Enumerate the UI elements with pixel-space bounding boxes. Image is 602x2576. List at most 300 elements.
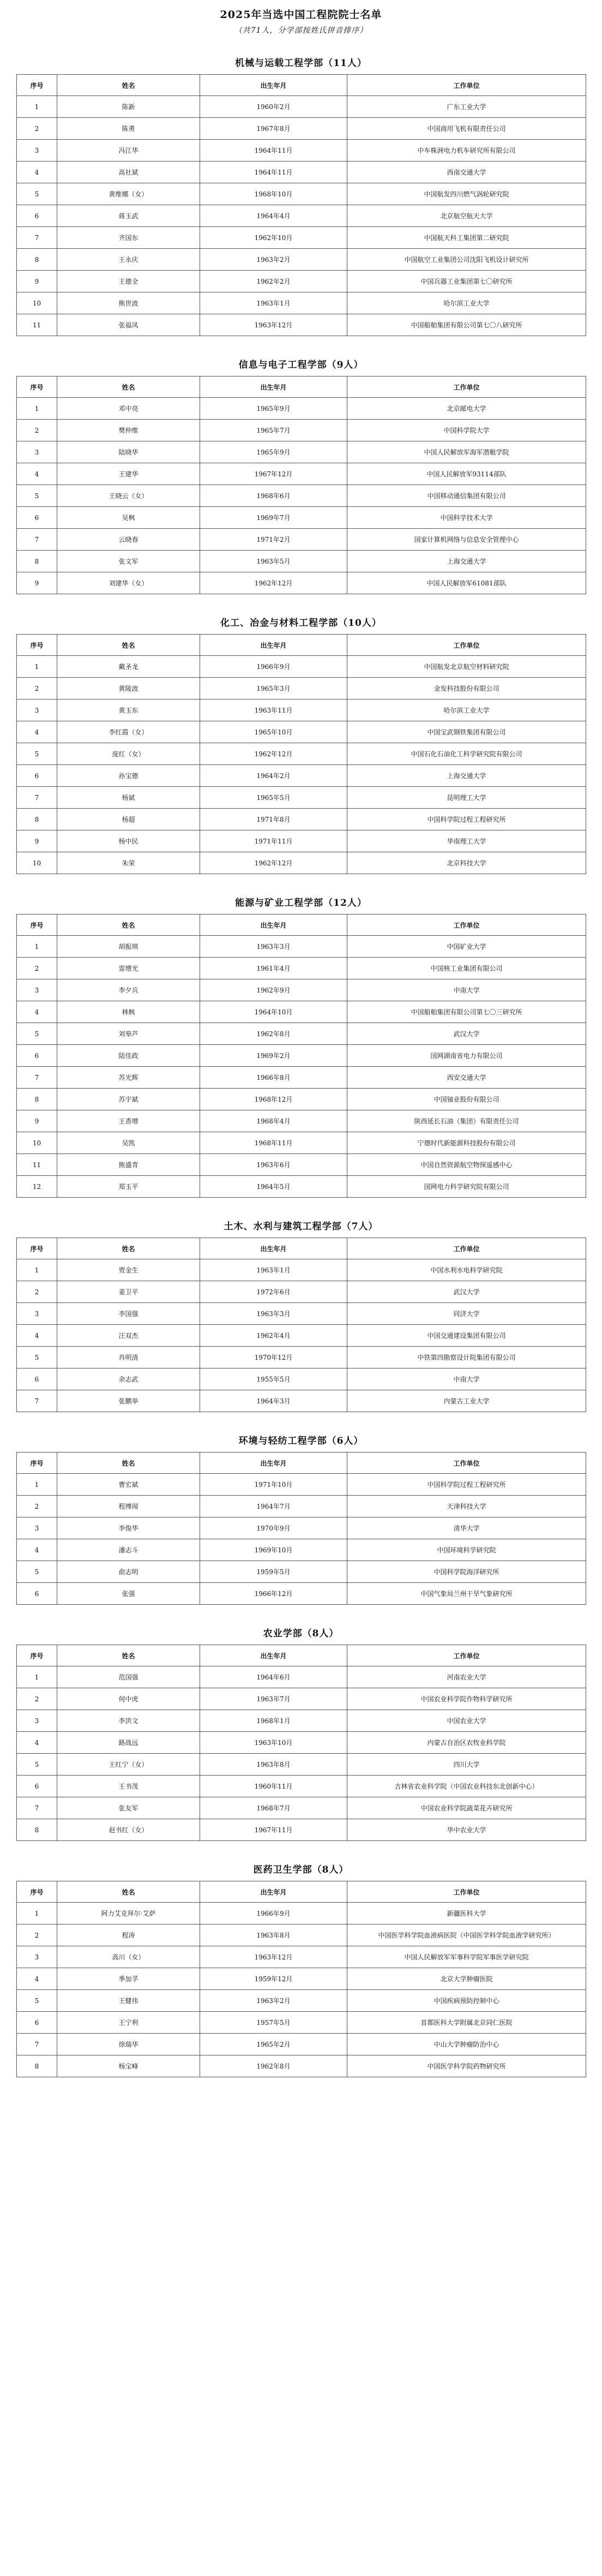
cell-birth: 1963年3月 bbox=[200, 1303, 347, 1325]
cell-index: 12 bbox=[17, 1176, 57, 1198]
cell-name: 张福凤 bbox=[57, 314, 200, 336]
cell-employer: 中国航发四川燃气涡轮研究院 bbox=[347, 183, 586, 205]
cell-name: 陈新 bbox=[57, 96, 200, 118]
cell-employer: 中国环境科学研究院 bbox=[347, 1539, 586, 1561]
cell-name: 李国强 bbox=[57, 1303, 200, 1325]
table-row bbox=[17, 2055, 586, 2077]
cell-birth: 1963年7月 bbox=[200, 1688, 347, 1710]
cell-birth: 1963年10月 bbox=[200, 1732, 347, 1754]
header-index: 序号 bbox=[17, 1645, 57, 1666]
cell-name: 陆佳政 bbox=[57, 1045, 200, 1067]
cell-index: 1 bbox=[17, 1259, 57, 1281]
cell-employer: 中国铀业股份有限公司 bbox=[347, 1089, 586, 1110]
header-birth: 出生年月 bbox=[200, 635, 347, 656]
cell-employer: 中国科学院大学 bbox=[347, 420, 586, 441]
table-row bbox=[17, 809, 586, 830]
table-row bbox=[17, 1281, 586, 1303]
cell-birth: 1962年12月 bbox=[200, 572, 347, 594]
cell-index: 7 bbox=[17, 2034, 57, 2055]
cell-employer: 中国船舶集团有限公司第七〇三研究所 bbox=[347, 1001, 586, 1023]
table-row bbox=[17, 1517, 586, 1539]
cell-employer: 中国人民解放军93114部队 bbox=[347, 463, 586, 485]
table-row bbox=[17, 1666, 586, 1688]
table-row bbox=[17, 830, 586, 852]
table-row bbox=[17, 1390, 586, 1412]
section bbox=[16, 55, 586, 336]
cell-employer: 中铁第四勘察设计院集团有限公司 bbox=[347, 1347, 586, 1368]
cell-index: 9 bbox=[17, 1110, 57, 1132]
cell-index: 5 bbox=[17, 1023, 57, 1045]
cell-index: 3 bbox=[17, 1517, 57, 1539]
section bbox=[16, 1625, 586, 1841]
table-row bbox=[17, 183, 586, 205]
cell-index: 11 bbox=[17, 314, 57, 336]
roster-table bbox=[16, 1881, 586, 2077]
cell-employer: 中车株洲电力机车研究所有限公司 bbox=[347, 140, 586, 162]
cell-name: 赵书红（女） bbox=[57, 1819, 200, 1841]
cell-birth: 1968年6月 bbox=[200, 485, 347, 507]
cell-employer: 中山大学肿瘤防治中心 bbox=[347, 2034, 586, 2055]
cell-employer: 中国气象局兰州干旱气象研究所 bbox=[347, 1583, 586, 1605]
cell-employer: 内蒙古自治区农牧业科学院 bbox=[347, 1732, 586, 1754]
cell-name: 庞红（女） bbox=[57, 743, 200, 765]
cell-index: 5 bbox=[17, 1561, 57, 1583]
cell-name: 刘皋芦 bbox=[57, 1023, 200, 1045]
cell-name: 王晓云（女） bbox=[57, 485, 200, 507]
table-row bbox=[17, 507, 586, 529]
cell-employer: 中国科学技术大学 bbox=[347, 507, 586, 529]
table-header-row bbox=[17, 635, 586, 656]
cell-employer: 宁德时代新能源科技股份有限公司 bbox=[347, 1132, 586, 1154]
cell-employer: 清华大学 bbox=[347, 1517, 586, 1539]
cell-employer: 天津科技大学 bbox=[347, 1496, 586, 1517]
cell-birth: 1965年2月 bbox=[200, 2034, 347, 2055]
cell-birth: 1965年9月 bbox=[200, 441, 347, 463]
table-header-row bbox=[17, 1238, 586, 1259]
cell-employer: 中国移动通信集团有限公司 bbox=[347, 485, 586, 507]
cell-employer: 中国科学院海洋研究所 bbox=[347, 1561, 586, 1583]
cell-employer: 中国医学科学院药物研究所 bbox=[347, 2055, 586, 2077]
cell-index: 3 bbox=[17, 1710, 57, 1732]
header-birth: 出生年月 bbox=[200, 1881, 347, 1903]
cell-name: 王红宁（女） bbox=[57, 1754, 200, 1776]
table-row bbox=[17, 1968, 586, 1990]
cell-index: 2 bbox=[17, 420, 57, 441]
cell-employer: 中国石化石油化工科学研究院有限公司 bbox=[347, 743, 586, 765]
cell-index: 1 bbox=[17, 656, 57, 678]
cell-employer: 西南交通大学 bbox=[347, 162, 586, 183]
section-title: 能源与矿业工程学部（12人） bbox=[235, 898, 367, 909]
cell-employer: 哈尔滨工业大学 bbox=[347, 292, 586, 314]
cell-birth: 1959年12月 bbox=[200, 1968, 347, 1990]
header-name: 姓名 bbox=[57, 75, 200, 96]
cell-name: 曹宏斌 bbox=[57, 1474, 200, 1496]
table-row bbox=[17, 463, 586, 485]
cell-index: 1 bbox=[17, 96, 57, 118]
section-title: 机械与运载工程学部（11人） bbox=[235, 58, 367, 69]
cell-birth: 1964年10月 bbox=[200, 1001, 347, 1023]
table-row bbox=[17, 398, 586, 420]
header-name: 姓名 bbox=[57, 1238, 200, 1259]
table-row bbox=[17, 441, 586, 463]
cell-name: 杨宝峰 bbox=[57, 2055, 200, 2077]
table-row bbox=[17, 656, 586, 678]
cell-birth: 1969年7月 bbox=[200, 507, 347, 529]
table-row bbox=[17, 420, 586, 441]
header-employer: 工作单位 bbox=[347, 915, 586, 936]
header-index: 序号 bbox=[17, 1881, 57, 1903]
cell-employer: 西安交通大学 bbox=[347, 1067, 586, 1089]
header-employer: 工作单位 bbox=[347, 1645, 586, 1666]
cell-name: 李红霞（女） bbox=[57, 721, 200, 743]
header-index: 序号 bbox=[17, 376, 57, 398]
roster-table bbox=[16, 914, 586, 1198]
cell-name: 何中虎 bbox=[57, 1688, 200, 1710]
cell-birth: 1963年12月 bbox=[200, 314, 347, 336]
cell-name: 程博闻 bbox=[57, 1496, 200, 1517]
table-row bbox=[17, 1797, 586, 1819]
cell-employer: 华中农业大学 bbox=[347, 1819, 586, 1841]
cell-name: 路战远 bbox=[57, 1732, 200, 1754]
table-row bbox=[17, 551, 586, 572]
cell-birth: 1955年5月 bbox=[200, 1368, 347, 1390]
cell-birth: 1964年5月 bbox=[200, 1176, 347, 1198]
header-birth: 出生年月 bbox=[200, 75, 347, 96]
cell-birth: 1968年7月 bbox=[200, 1797, 347, 1819]
table-row bbox=[17, 1688, 586, 1710]
cell-employer: 上海交通大学 bbox=[347, 551, 586, 572]
cell-employer: 中国科学院过程工程研究所 bbox=[347, 1474, 586, 1496]
cell-index: 8 bbox=[17, 249, 57, 271]
section-title: 环境与轻纺工程学部（6人） bbox=[238, 1436, 364, 1447]
table-row bbox=[17, 205, 586, 227]
cell-employer: 中国交通建设集团有限公司 bbox=[347, 1325, 586, 1347]
table-row bbox=[17, 227, 586, 249]
table-row bbox=[17, 743, 586, 765]
cell-name: 齐国东 bbox=[57, 227, 200, 249]
cell-birth: 1964年3月 bbox=[200, 1390, 347, 1412]
table-row bbox=[17, 572, 586, 594]
cell-index: 5 bbox=[17, 1990, 57, 2012]
table-row bbox=[17, 1154, 586, 1176]
cell-index: 4 bbox=[17, 162, 57, 183]
cell-employer: 国家计算机网络与信息安全管理中心 bbox=[347, 529, 586, 551]
table-row bbox=[17, 1023, 586, 1045]
table-row bbox=[17, 1819, 586, 1841]
cell-birth: 1962年8月 bbox=[200, 1023, 347, 1045]
cell-index: 2 bbox=[17, 1281, 57, 1303]
cell-birth: 1967年11月 bbox=[200, 1819, 347, 1841]
cell-employer: 广东工业大学 bbox=[347, 96, 586, 118]
cell-name: 余志武 bbox=[57, 1368, 200, 1390]
cell-index: 7 bbox=[17, 787, 57, 809]
cell-name: 王永庆 bbox=[57, 249, 200, 271]
cell-index: 4 bbox=[17, 1001, 57, 1023]
cell-name: 云晓春 bbox=[57, 529, 200, 551]
table-row bbox=[17, 1903, 586, 1924]
table-header-row bbox=[17, 1453, 586, 1474]
cell-name: 潘志斗 bbox=[57, 1539, 200, 1561]
table-header-row bbox=[17, 75, 586, 96]
cell-birth: 1963年5月 bbox=[200, 551, 347, 572]
cell-employer: 中国医学科学院血液病医院（中国医学科学院血液学研究所） bbox=[347, 1924, 586, 1946]
cell-employer: 中国船舶集团有限公司第七〇八研究所 bbox=[347, 314, 586, 336]
document-title: 2025年当选中国工程院院士名单 bbox=[220, 9, 382, 21]
roster-table bbox=[16, 1645, 586, 1841]
cell-index: 6 bbox=[17, 205, 57, 227]
header-index: 序号 bbox=[17, 1453, 57, 1474]
header-birth: 出生年月 bbox=[200, 1238, 347, 1259]
cell-birth: 1966年12月 bbox=[200, 1583, 347, 1605]
table-row bbox=[17, 1539, 586, 1561]
cell-employer: 中国疾病预防控制中心 bbox=[347, 1990, 586, 2012]
cell-index: 2 bbox=[17, 1496, 57, 1517]
cell-employer: 四川大学 bbox=[347, 1754, 586, 1776]
section-title: 医药卫生学部（8人） bbox=[253, 1864, 349, 1875]
table-row bbox=[17, 1496, 586, 1517]
header-employer: 工作单位 bbox=[347, 75, 586, 96]
cell-birth: 1965年5月 bbox=[200, 787, 347, 809]
table-row bbox=[17, 958, 586, 979]
cell-name: 冯江华 bbox=[57, 140, 200, 162]
cell-birth: 1962年12月 bbox=[200, 743, 347, 765]
cell-name: 高川（女） bbox=[57, 1946, 200, 1968]
cell-index: 7 bbox=[17, 1067, 57, 1089]
cell-employer: 同济大学 bbox=[347, 1303, 586, 1325]
cell-name: 王书茂 bbox=[57, 1776, 200, 1797]
table-row bbox=[17, 1474, 586, 1496]
cell-name: 郑玉平 bbox=[57, 1176, 200, 1198]
cell-employer: 北京航空航天大学 bbox=[347, 205, 586, 227]
header-birth: 出生年月 bbox=[200, 376, 347, 398]
cell-employer: 新疆医科大学 bbox=[347, 1903, 586, 1924]
header-name: 姓名 bbox=[57, 1645, 200, 1666]
table-row bbox=[17, 721, 586, 743]
cell-employer: 中国农业科学院作物科学研究所 bbox=[347, 1688, 586, 1710]
table-row bbox=[17, 1924, 586, 1946]
cell-name: 范国强 bbox=[57, 1666, 200, 1688]
cell-employer: 中国人民解放军军事科学院军事医学研究院 bbox=[347, 1946, 586, 1968]
cell-name: 王健伟 bbox=[57, 1990, 200, 2012]
cell-name: 熊世波 bbox=[57, 292, 200, 314]
header-name: 姓名 bbox=[57, 1881, 200, 1903]
cell-birth: 1968年1月 bbox=[200, 1710, 347, 1732]
cell-name: 王香增 bbox=[57, 1110, 200, 1132]
cell-index: 5 bbox=[17, 1347, 57, 1368]
table-row bbox=[17, 1754, 586, 1776]
cell-birth: 1963年6月 bbox=[200, 1154, 347, 1176]
cell-birth: 1969年10月 bbox=[200, 1539, 347, 1561]
cell-index: 1 bbox=[17, 1903, 57, 1924]
table-row bbox=[17, 249, 586, 271]
cell-index: 10 bbox=[17, 292, 57, 314]
cell-index: 9 bbox=[17, 271, 57, 292]
roster-table bbox=[16, 1452, 586, 1605]
cell-index: 4 bbox=[17, 721, 57, 743]
cell-index: 3 bbox=[17, 979, 57, 1001]
table-row bbox=[17, 1990, 586, 2012]
cell-index: 2 bbox=[17, 1688, 57, 1710]
table-row bbox=[17, 1325, 586, 1347]
cell-birth: 1962年4月 bbox=[200, 1325, 347, 1347]
cell-name: 吴枫 bbox=[57, 507, 200, 529]
cell-name: 李俊华 bbox=[57, 1517, 200, 1539]
header-birth: 出生年月 bbox=[200, 915, 347, 936]
cell-birth: 1964年11月 bbox=[200, 140, 347, 162]
cell-name: 李洪文 bbox=[57, 1710, 200, 1732]
cell-index: 5 bbox=[17, 485, 57, 507]
cell-birth: 1963年1月 bbox=[200, 1259, 347, 1281]
cell-name: 姜卫平 bbox=[57, 1281, 200, 1303]
cell-birth: 1968年12月 bbox=[200, 1089, 347, 1110]
cell-birth: 1965年9月 bbox=[200, 398, 347, 420]
cell-birth: 1962年2月 bbox=[200, 271, 347, 292]
cell-employer: 金发科技股份有限公司 bbox=[347, 678, 586, 700]
cell-name: 张强 bbox=[57, 1583, 200, 1605]
cell-name: 俞志明 bbox=[57, 1561, 200, 1583]
table-row bbox=[17, 1946, 586, 1968]
cell-employer: 陕西延长石油（集团）有限责任公司 bbox=[347, 1110, 586, 1132]
table-header-row bbox=[17, 1881, 586, 1903]
cell-employer: 中国自然资源航空物探遥感中心 bbox=[347, 1154, 586, 1176]
cell-employer: 中国兵器工业集团第七〇研究所 bbox=[347, 271, 586, 292]
header-index: 序号 bbox=[17, 1238, 57, 1259]
cell-employer: 中南大学 bbox=[347, 1368, 586, 1390]
cell-employer: 中国商用飞机有限责任公司 bbox=[347, 118, 586, 140]
table-row bbox=[17, 1110, 586, 1132]
table-row bbox=[17, 1001, 586, 1023]
cell-index: 3 bbox=[17, 700, 57, 721]
cell-index: 2 bbox=[17, 118, 57, 140]
cell-employer: 昆明理工大学 bbox=[347, 787, 586, 809]
table-row bbox=[17, 292, 586, 314]
cell-name: 黄陵波 bbox=[57, 678, 200, 700]
cell-name: 王建华 bbox=[57, 463, 200, 485]
cell-birth: 1969年2月 bbox=[200, 1045, 347, 1067]
cell-birth: 1966年9月 bbox=[200, 1903, 347, 1924]
cell-name: 戴圣龙 bbox=[57, 656, 200, 678]
cell-index: 3 bbox=[17, 1946, 57, 1968]
cell-name: 季加孚 bbox=[57, 1968, 200, 1990]
section-title: 信息与电子工程学部（9人） bbox=[238, 360, 364, 370]
cell-index: 3 bbox=[17, 140, 57, 162]
cell-index: 4 bbox=[17, 1968, 57, 1990]
cell-birth: 1963年1月 bbox=[200, 292, 347, 314]
cell-birth: 1961年4月 bbox=[200, 958, 347, 979]
roster-table bbox=[16, 634, 586, 874]
cell-name: 黄维娜（女） bbox=[57, 183, 200, 205]
cell-name: 张友军 bbox=[57, 1797, 200, 1819]
cell-index: 9 bbox=[17, 572, 57, 594]
cell-employer: 上海交通大学 bbox=[347, 765, 586, 787]
header-birth: 出生年月 bbox=[200, 1645, 347, 1666]
cell-name: 陈勇 bbox=[57, 118, 200, 140]
cell-birth: 1965年10月 bbox=[200, 721, 347, 743]
cell-name: 张文军 bbox=[57, 551, 200, 572]
header-employer: 工作单位 bbox=[347, 1453, 586, 1474]
cell-employer: 中国科学院过程工程研究所 bbox=[347, 809, 586, 830]
cell-employer: 华南理工大学 bbox=[347, 830, 586, 852]
cell-index: 11 bbox=[17, 1154, 57, 1176]
cell-birth: 1963年12月 bbox=[200, 1946, 347, 1968]
cell-index: 10 bbox=[17, 852, 57, 874]
cell-index: 7 bbox=[17, 1390, 57, 1412]
cell-employer: 吉林省农业科学院（中国农业科技东北创新中心） bbox=[347, 1776, 586, 1797]
cell-name: 蒋玉武 bbox=[57, 205, 200, 227]
cell-index: 6 bbox=[17, 1368, 57, 1390]
section-title: 农业学部（8人） bbox=[263, 1628, 339, 1639]
table-row bbox=[17, 1089, 586, 1110]
table-row bbox=[17, 1732, 586, 1754]
cell-birth: 1965年3月 bbox=[200, 678, 347, 700]
roster-table bbox=[16, 74, 586, 336]
cell-index: 8 bbox=[17, 551, 57, 572]
cell-birth: 1962年9月 bbox=[200, 979, 347, 1001]
cell-employer: 中国人民解放军海军潜艇学院 bbox=[347, 441, 586, 463]
cell-index: 4 bbox=[17, 1732, 57, 1754]
table-row bbox=[17, 787, 586, 809]
cell-employer: 北京大学肿瘤医院 bbox=[347, 1968, 586, 1990]
table-header-row bbox=[17, 915, 586, 936]
table-row bbox=[17, 1347, 586, 1368]
section bbox=[16, 1433, 586, 1605]
table-row bbox=[17, 2012, 586, 2034]
table-row bbox=[17, 852, 586, 874]
cell-index: 5 bbox=[17, 1754, 57, 1776]
cell-employer: 国网湖南省电力有限公司 bbox=[347, 1045, 586, 1067]
table-row bbox=[17, 700, 586, 721]
cell-index: 6 bbox=[17, 765, 57, 787]
cell-name: 刘建华（女） bbox=[57, 572, 200, 594]
cell-birth: 1960年2月 bbox=[200, 96, 347, 118]
cell-name: 林枫 bbox=[57, 1001, 200, 1023]
cell-birth: 1962年10月 bbox=[200, 227, 347, 249]
table-row bbox=[17, 96, 586, 118]
section bbox=[16, 357, 586, 594]
cell-birth: 1970年12月 bbox=[200, 1347, 347, 1368]
cell-birth: 1964年6月 bbox=[200, 1666, 347, 1688]
cell-birth: 1957年5月 bbox=[200, 2012, 347, 2034]
section bbox=[16, 1218, 586, 1412]
table-row bbox=[17, 979, 586, 1001]
header-name: 姓名 bbox=[57, 1453, 200, 1474]
table-row bbox=[17, 1710, 586, 1732]
cell-index: 5 bbox=[17, 743, 57, 765]
table-row bbox=[17, 1368, 586, 1390]
cell-birth: 1960年11月 bbox=[200, 1776, 347, 1797]
cell-name: 黄玉东 bbox=[57, 700, 200, 721]
header-name: 姓名 bbox=[57, 915, 200, 936]
cell-employer: 中国农业大学 bbox=[347, 1710, 586, 1732]
roster-table bbox=[16, 1238, 586, 1412]
cell-birth: 1964年2月 bbox=[200, 765, 347, 787]
cell-name: 胡振琪 bbox=[57, 936, 200, 958]
cell-index: 9 bbox=[17, 830, 57, 852]
header-employer: 工作单位 bbox=[347, 1238, 586, 1259]
header-index: 序号 bbox=[17, 635, 57, 656]
cell-index: 8 bbox=[17, 1819, 57, 1841]
table-row bbox=[17, 678, 586, 700]
cell-employer: 北京邮电大学 bbox=[347, 398, 586, 420]
cell-birth: 1963年2月 bbox=[200, 1990, 347, 2012]
header-employer: 工作单位 bbox=[347, 635, 586, 656]
cell-employer: 国网电力科学研究院有限公司 bbox=[347, 1176, 586, 1198]
cell-name: 徐瑞华 bbox=[57, 2034, 200, 2055]
header-name: 姓名 bbox=[57, 635, 200, 656]
table-row bbox=[17, 1067, 586, 1089]
cell-index: 6 bbox=[17, 507, 57, 529]
header-index: 序号 bbox=[17, 75, 57, 96]
